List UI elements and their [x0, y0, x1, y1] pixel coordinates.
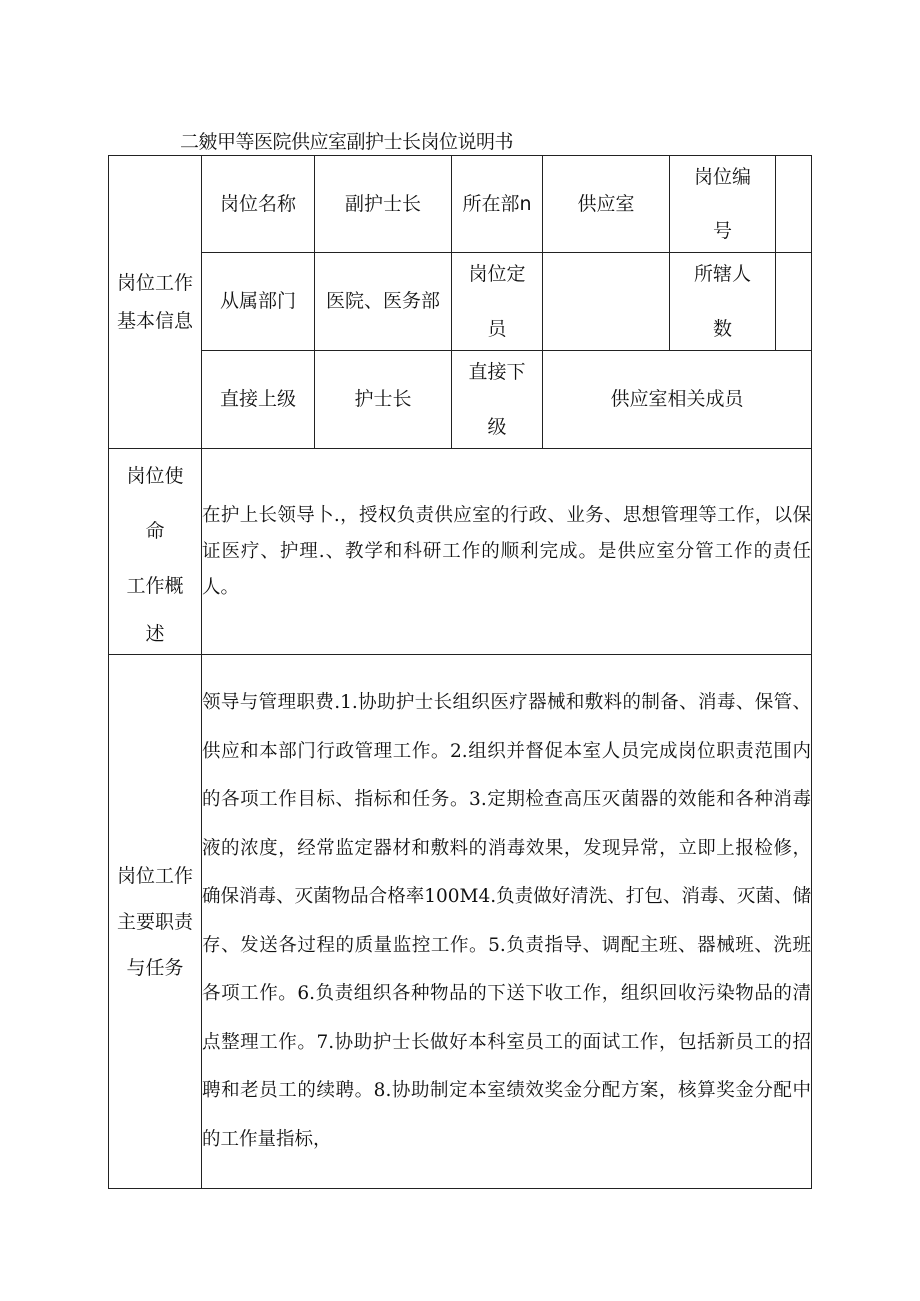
duties-label-line2: 主要职责 — [116, 910, 193, 933]
direct-subordinate-value: 供应室相关成员 — [543, 351, 812, 449]
mission-text: 在护上长领导卜.，授权负责供应室的行政、业务、思想管理等工作，以保证医疗、护理.、教学和科研工作的顺利完成。是供应室分管工作的责任人。 — [202, 449, 812, 655]
direct-subordinate-label — [452, 351, 543, 449]
subordinates-count-label-line2: 数 — [712, 318, 732, 340]
document-title: 二皴甲等医院供应室副护士长岗位说明书 — [180, 131, 514, 153]
basic-info-section-label — [109, 156, 202, 449]
staff-quota-label-line1: 岗位定 — [468, 263, 526, 285]
post-name-label: 岗位名称 — [202, 156, 315, 253]
staff-quota-value — [543, 253, 670, 351]
basic-info-label-line1: 岗位工作 — [116, 271, 193, 294]
duties-label-line3: 与任务 — [126, 956, 184, 979]
mission-label-line3: 工作概 — [126, 575, 184, 597]
mission-section-label — [109, 449, 202, 655]
basic-info-label-line2: 基本信息 — [116, 309, 193, 332]
dept-label: 所在部n — [452, 156, 543, 253]
staff-quota-label — [452, 253, 543, 351]
direct-superior-label: 直接上级 — [202, 351, 315, 449]
direct-superior-value: 护士长 — [315, 351, 452, 449]
job-description-table — [108, 155, 812, 1189]
post-name-value: 副护士长 — [315, 156, 452, 253]
post-code-value — [776, 156, 812, 253]
subordinates-count-value — [776, 253, 812, 351]
duties-label-line1: 岗位工作 — [116, 864, 193, 887]
direct-subordinate-label-line2: 级 — [487, 416, 507, 438]
dept-value: 供应室 — [543, 156, 670, 253]
staff-quota-label-line2: 员 — [487, 318, 507, 340]
duties-section-label — [109, 655, 202, 1189]
mission-label-line2: 命 — [145, 520, 165, 542]
mission-label-line4: 述 — [145, 623, 165, 645]
duties-text: 领导与管理职费.1.协助护士长组织医疗器械和敷料的制备、消毒、保管、供应和本部门行政管理工作。2.组织并督促本室人员完成岗位职责范围内的各项工作目标、指标和任务。3.定期检查高压灭菌器的效能和各种消毒液的浓度，经常监定器材和敷料的消毒效果，发现异常，立即上报检修，确保消毒、灭菌物品合格率100M4.负责做好清洗、打包、消毒、灭菌、储存、发送各过程的质量监控工作。5.负责指导、调配主班、器械班、洗班各项工作。6.负责组织各种物品的下送下收工作，组织回收污染物品的清点整理工作。7.协助护士长做好本科室员工的面试工作，包括新员工的招聘和老员工的续聘。8.协助制定本室绩效奖金分配方案，核算奖金分配中的工作量指标， — [202, 655, 812, 1189]
direct-subordinate-label-line1: 直接下 — [468, 361, 526, 383]
post-code-label — [670, 156, 776, 253]
affiliated-dept-value: 医院、医务部 — [315, 253, 452, 351]
mission-label-line1: 岗位使 — [126, 465, 184, 487]
subordinates-count-label-line1: 所辖人 — [693, 263, 751, 285]
post-code-label-line2: 号 — [712, 220, 732, 242]
post-code-label-line1: 岗位编 — [693, 166, 751, 188]
affiliated-dept-label: 从属部门 — [202, 253, 315, 351]
subordinates-count-label — [670, 253, 776, 351]
